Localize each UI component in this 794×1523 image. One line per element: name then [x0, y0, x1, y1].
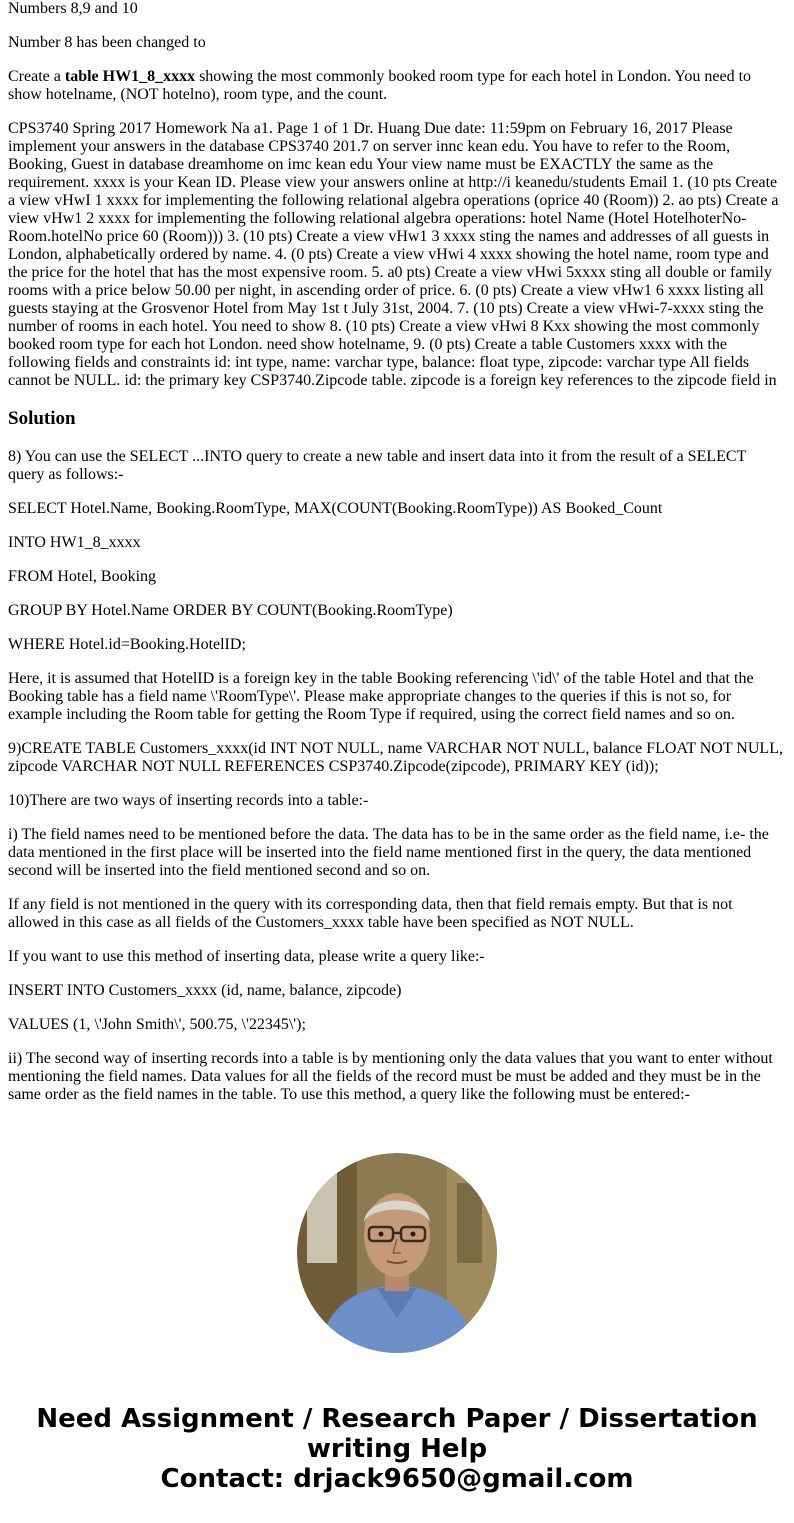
task-prefix: Create a — [8, 68, 65, 85]
solution-paragraph: i) The field names need to be mentioned before the data. The data has to be in the same order as the field name, i.e- the data mentioned in the first place will be inserted into the field name mentioned first in the query, the data mentioned second will be inserted into the field mentioned second and so on. — [8, 826, 769, 879]
solution-paragraph: GROUP BY Hotel.Name ORDER BY COUNT(Booking.RoomType) — [8, 602, 453, 619]
promo-contact-line: Contact: drjack9650@gmail.com — [160, 1464, 634, 1494]
avatar — [297, 1153, 497, 1353]
solution-paragraph: ii) The second way of inserting records into a table is by mentioning only the data values that you want to enter without mentioning the field names. Data values for all the fields of the record must be must be added and they must be in the same order as the field names in the table. To use this method, a query like the following must be entered:- — [8, 1050, 773, 1103]
question-task — [8, 68, 786, 104]
question-changed-note: Number 8 has been changed to — [8, 34, 206, 51]
solution-paragraph: If any field is not mentioned in the query with its corresponding data, then that field remais empty. But that is not allowed in this case as all fields of the Customers_xxxx table have been specified as NOT NULL. — [8, 896, 733, 931]
solution-paragraph: WHERE Hotel.id=Booking.HotelID; — [8, 636, 246, 653]
solution-body — [8, 448, 786, 1104]
question-heading: Numbers 8,9 and 10 — [8, 0, 138, 17]
promo-banner — [0, 1404, 794, 1494]
solution-paragraph: FROM Hotel, Booking — [8, 568, 157, 585]
solution-title: Solution — [8, 408, 76, 429]
solution-paragraph: 8) You can use the SELECT ...INTO query to create a new table and insert data into it from the result of a SELECT query as follows:- — [8, 448, 747, 483]
assignment-text: CPS3740 Spring 2017 Homework Na a1. Page 1 of 1 Dr. Huang Due date: 11:59pm on February 16, 2017 Please implement your answers in the database CPS3740 201.7 on server innc kean edu. You have to refer to the Room, Booking, Guest in database dreamhome on imc kean edu Your view name must be EXACTLY the same as the requirement. xxxx is your Kean ID. Please view your answers online at http://i keanedu/students Email 1. (10 pts Create a view vHwI 1 xxxx for implementing the following relational algebra operations (oprice 40 (Room)) 2. ao pts) Create a view vHw1 2 xxxx for implementing the following relational algebra operations: hotel Name (Hotel HotelhoterNo-Room.hotelNo price 60 (Room))) 3. (10 pts) Create a view vHw1 3 xxxx sting the names and addresses of all guests in London, alphabetically ordered by name. 4. (0 pts) Create a view vHwi 4 xxxx showing the hotel name, room type and the price for the hotel that has the most expensive room. 5. a0 pts) Create a view vHwi 5xxxx sting all double or family rooms with a price below 50.00 per night, in ascending order of price. 6. (0 pts) Create a view vHw1 6 xxxx listing all guests staying at the Grosvenor Hotel from May 1st t July 31st, 2004. 7. (10 pts) Create a view vHwi-7-xxxx sting the number of rooms in each hotel. You need to show 8. (10 pts) Create a view vHwi 8 Kxx showing the most commonly booked room type for each hot London. need show hotelname, 9. (0 pts) Create a table Customers xxxx with the following fields and constraints id: int type, name: varchar type, balance: float type, zipcode: varchar type All fields cannot be NULL. id: the primary key CSP3740.Zipcode table. zipcode is a foreign key references to the zipcode field in — [8, 120, 779, 389]
promo-help-line: Need Assignment / Research Paper / Dissertation writing Help — [36, 1404, 758, 1464]
solution-paragraph: 9)CREATE TABLE Customers_xxxx(id INT NOT NULL, name VARCHAR NOT NULL, balance FLOAT NOT NULL, zipcode VARCHAR NOT NULL REFERENCES CSP3740.Zipcode(zipcode), PRIMARY KEY (id)); — [8, 740, 783, 775]
solution-paragraph: Here, it is assumed that HotelID is a foreign key in the table Booking referencing \'id\' of the table Hotel and that the Booking table has a field name \'RoomType\'. Please make appropriate changes to the queries if this is not so, for example including the Room table for getting the Room Type if required, using the correct field names and so on. — [8, 670, 754, 723]
solution-paragraph: If you want to use this method of inserting data, please write a query like:- — [8, 948, 485, 965]
person-photo-icon — [297, 1153, 497, 1353]
solution-paragraph: INTO HW1_8_xxxx — [8, 534, 141, 551]
task-suffix: showing the most commonly booked room type for each hotel in London. You need to show hotelname, (NOT hotelno), room type, and the count. — [8, 68, 752, 103]
solution-paragraph: 10)There are two ways of inserting records into a table:- — [8, 792, 369, 809]
task-table-name: table HW1_8_xxxx — [64, 68, 196, 85]
solution-paragraph: SELECT Hotel.Name, Booking.RoomType, MAX(COUNT(Booking.RoomType)) AS Booked_Count — [8, 500, 663, 517]
solution-paragraph: VALUES (1, \'John Smith\', 500.75, \'22345\'); — [8, 1016, 306, 1033]
solution-paragraph: INSERT INTO Customers_xxxx (id, name, balance, zipcode) — [8, 982, 402, 999]
